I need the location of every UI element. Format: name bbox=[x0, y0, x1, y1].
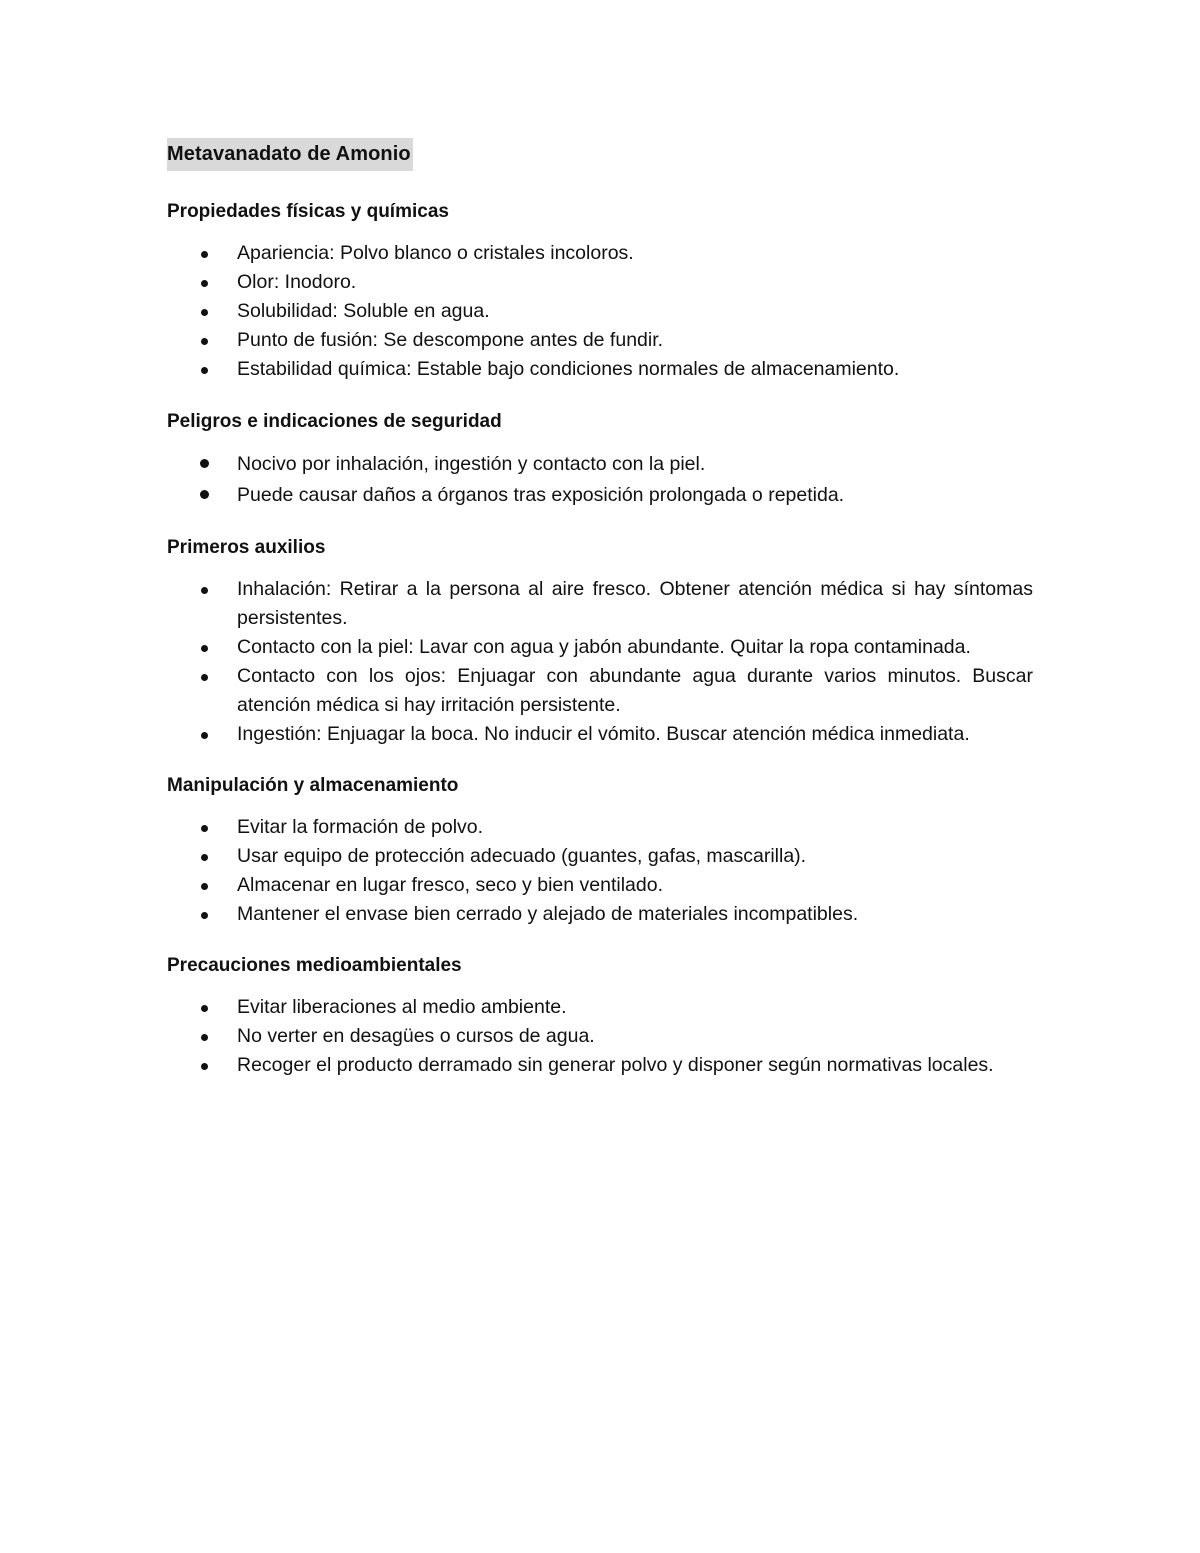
list-item-text: Evitar liberaciones al medio ambiente. bbox=[237, 996, 567, 1018]
list-item-text: Punto de fusión: Se descompone antes de fundir. bbox=[237, 329, 664, 351]
list-item-text: Contacto con los ojos: Enjuagar con abundante agua durante varios minutos. Buscar atención médica si hay irritación persistente. bbox=[237, 665, 1033, 716]
section-handling-storage bbox=[167, 771, 1033, 929]
bullet-icon bbox=[201, 251, 208, 258]
section-environmental-precautions bbox=[167, 951, 1033, 1080]
list-item bbox=[167, 993, 1033, 1022]
list-item bbox=[167, 297, 1033, 326]
bullet-list bbox=[167, 575, 1033, 749]
document-title: Metavanadato de Amonio bbox=[167, 138, 413, 171]
list-item bbox=[167, 575, 1033, 633]
list-item-text: Recoger el producto derramado sin generar polvo y disponer según normativas locales. bbox=[237, 1054, 994, 1076]
list-item bbox=[167, 480, 1033, 511]
list-item-text: Olor: Inodoro. bbox=[237, 271, 357, 293]
section-heading: Primeros auxilios bbox=[167, 537, 326, 558]
list-item bbox=[167, 1051, 1033, 1080]
bullet-icon bbox=[201, 1063, 208, 1070]
list-item-text: Estabilidad química: Estable bajo condiciones normales de almacenamiento. bbox=[237, 358, 900, 380]
bullet-icon bbox=[201, 912, 208, 919]
bullet-icon bbox=[201, 883, 208, 890]
list-item-text: Almacenar en lugar fresco, seco y bien ventilado. bbox=[237, 874, 663, 896]
list-item-text: Usar equipo de protección adecuado (guantes, gafas, mascarilla). bbox=[237, 845, 807, 867]
list-item-text: Inhalación: Retirar a la persona al aire fresco. Obtener atención médica si hay síntomas persistentes. bbox=[237, 578, 1033, 629]
bullet-icon bbox=[201, 367, 208, 374]
bullet-list bbox=[167, 813, 1033, 929]
bullet-list bbox=[167, 239, 1033, 384]
list-item bbox=[167, 813, 1033, 842]
bullet-icon bbox=[201, 1005, 208, 1012]
section-heading: Manipulación y almacenamiento bbox=[167, 775, 459, 796]
document-page bbox=[167, 138, 1033, 1080]
list-item-text: Puede causar daños a órganos tras exposición prolongada o repetida. bbox=[237, 484, 845, 506]
list-item bbox=[167, 662, 1033, 720]
list-item-text: Mantener el envase bien cerrado y alejado de materiales incompatibles. bbox=[237, 903, 859, 925]
list-item-text: Nocivo por inhalación, ingestión y contacto con la piel. bbox=[237, 453, 706, 475]
list-item bbox=[167, 355, 1033, 384]
section-hazards-safety bbox=[167, 407, 1033, 511]
list-item bbox=[167, 449, 1033, 480]
list-item-text: Contacto con la piel: Lavar con agua y jabón abundante. Quitar la ropa contaminada. bbox=[237, 636, 971, 658]
list-item bbox=[167, 633, 1033, 662]
bullet-icon bbox=[200, 459, 209, 468]
list-item-text: No verter en desagües o cursos de agua. bbox=[237, 1025, 595, 1047]
section-physical-chemical-properties bbox=[167, 197, 1033, 384]
list-item bbox=[167, 268, 1033, 297]
bullet-list bbox=[167, 449, 1033, 511]
list-item bbox=[167, 720, 1033, 749]
bullet-icon bbox=[201, 854, 208, 861]
section-first-aid bbox=[167, 533, 1033, 749]
bullet-icon bbox=[201, 338, 208, 345]
list-item-text: Apariencia: Polvo blanco o cristales incoloros. bbox=[237, 242, 634, 264]
bullet-icon bbox=[201, 587, 208, 594]
list-item bbox=[167, 239, 1033, 268]
list-item bbox=[167, 900, 1033, 929]
bullet-icon bbox=[201, 309, 208, 316]
bullet-icon bbox=[201, 825, 208, 832]
section-heading: Propiedades físicas y químicas bbox=[167, 201, 449, 222]
list-item-text: Solubilidad: Soluble en agua. bbox=[237, 300, 490, 322]
list-item bbox=[167, 842, 1033, 871]
section-heading: Peligros e indicaciones de seguridad bbox=[167, 411, 502, 432]
section-heading: Precauciones medioambientales bbox=[167, 955, 462, 976]
list-item-text: Evitar la formación de polvo. bbox=[237, 816, 484, 838]
list-item bbox=[167, 326, 1033, 355]
bullet-list bbox=[167, 993, 1033, 1080]
bullet-icon bbox=[201, 1034, 208, 1041]
list-item bbox=[167, 1022, 1033, 1051]
bullet-icon bbox=[201, 732, 208, 739]
bullet-icon bbox=[201, 645, 208, 652]
list-item bbox=[167, 871, 1033, 900]
bullet-icon bbox=[201, 674, 208, 681]
bullet-icon bbox=[200, 490, 209, 499]
list-item-text: Ingestión: Enjuagar la boca. No inducir el vómito. Buscar atención médica inmediata. bbox=[237, 723, 970, 745]
bullet-icon bbox=[201, 280, 208, 287]
